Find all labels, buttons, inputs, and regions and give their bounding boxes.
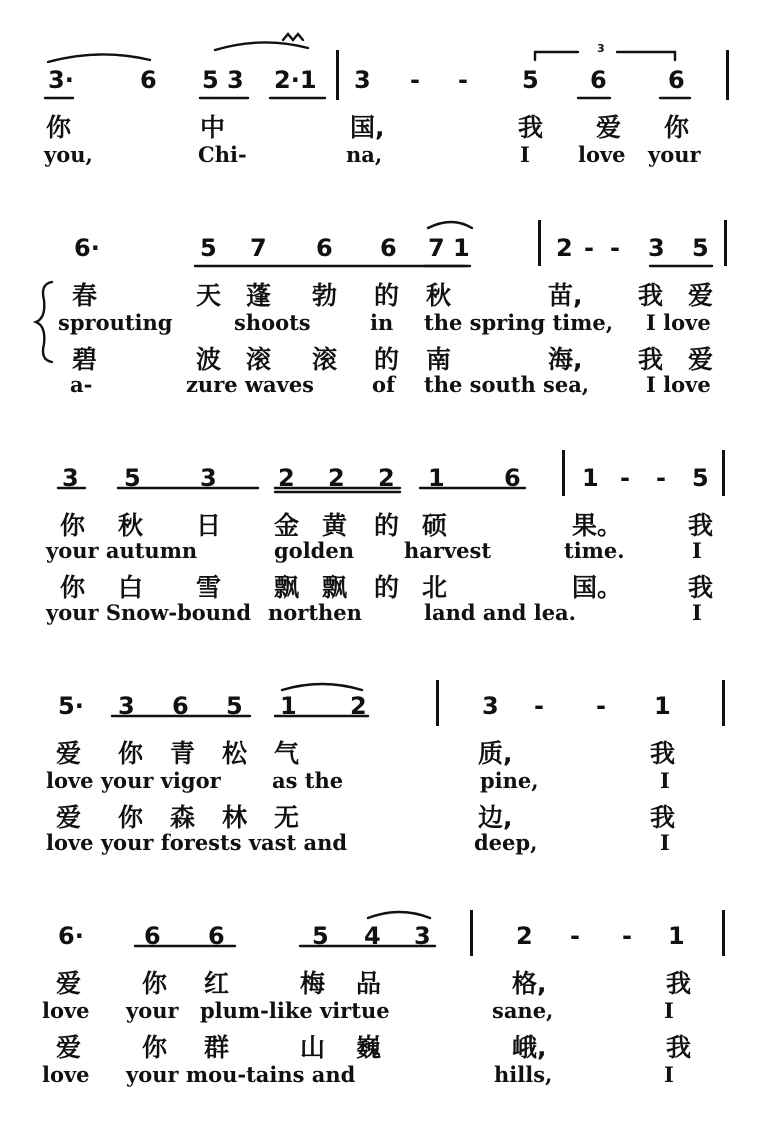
lyric: 国。 — [572, 573, 623, 602]
lyric: your mou-tains and — [126, 1062, 356, 1087]
lyric: 山 — [300, 1033, 326, 1062]
barline — [470, 910, 473, 956]
lyric: 黄 — [322, 511, 348, 540]
lyrics-en-3b — [0, 600, 772, 628]
lyric: 南 — [426, 345, 452, 374]
lyric: harvest — [404, 538, 492, 563]
lyric: 我 — [650, 739, 676, 768]
lyric: 格, — [512, 969, 547, 998]
note: - — [458, 66, 468, 94]
lyric: a- — [70, 372, 93, 397]
lyrics-en-2a — [0, 310, 772, 338]
triplet-bracket — [535, 52, 675, 60]
note: 5 — [200, 234, 217, 262]
lyric: hills, — [494, 1062, 553, 1087]
lyric: 勃 — [312, 281, 338, 310]
lyric: the spring time, — [424, 310, 614, 335]
lyric: 白 — [118, 573, 144, 602]
lyric: 爱 — [688, 281, 714, 310]
lyric: of — [372, 372, 396, 397]
lyric: na, — [346, 142, 383, 167]
lyrics-zh-5a — [0, 964, 772, 996]
lyric: I — [660, 830, 670, 855]
note: 3· — [48, 66, 74, 94]
lyric: 你 — [118, 803, 144, 832]
lyric: 你 — [664, 113, 690, 142]
note: 1 — [582, 464, 599, 492]
note: 5 — [522, 66, 539, 94]
lyric: in — [370, 310, 394, 335]
barline — [724, 220, 727, 266]
lyric: 的 — [374, 573, 400, 602]
note: 5 — [692, 464, 709, 492]
note: 1 — [280, 692, 297, 720]
note: 6 — [208, 922, 225, 950]
lyric: 果。 — [572, 511, 623, 540]
lyrics-zh-2b — [0, 340, 772, 372]
lyric: 爱 — [56, 969, 82, 998]
lyric: 国, — [350, 113, 385, 142]
note: 1 — [654, 692, 671, 720]
lyric: 气 — [274, 739, 300, 768]
note: 3 — [62, 464, 79, 492]
lyrics-zh-2a — [0, 276, 772, 308]
lyric: 蓬 — [246, 281, 272, 310]
note: - — [570, 922, 580, 950]
slur-2 — [428, 222, 472, 228]
note: 6 — [590, 66, 607, 94]
lyric: 秋 — [426, 281, 452, 310]
lyric: virtue — [320, 998, 390, 1023]
lyric: deep, — [474, 830, 538, 855]
slur-3 — [368, 912, 430, 918]
lyric: your — [648, 142, 701, 167]
lyric: sprouting — [58, 310, 173, 335]
lyric: 红 — [204, 969, 230, 998]
lyric: 海, — [548, 345, 583, 374]
lyric: 的 — [374, 281, 400, 310]
lyric: 林 — [222, 803, 248, 832]
note: 6· — [58, 922, 84, 950]
lyric: 你 — [142, 1033, 168, 1062]
lyrics-zh-4b — [0, 798, 772, 830]
barline — [726, 50, 729, 100]
lyric: 硕 — [422, 511, 448, 540]
lyric: 你 — [118, 739, 144, 768]
note: 5 — [312, 922, 329, 950]
lyric: 你 — [46, 113, 72, 142]
lyric: 巍 — [356, 1033, 382, 1062]
lyric: 松 — [222, 739, 248, 768]
lyrics-en-4a — [0, 768, 772, 796]
barline — [722, 910, 725, 956]
lyric: 日 — [196, 511, 222, 540]
lyric: 品 — [356, 969, 382, 998]
lyric: pine, — [480, 768, 539, 793]
notes-line-4 — [0, 692, 772, 724]
lyric: 我 — [666, 1033, 692, 1062]
note: 5 — [226, 692, 243, 720]
lyrics-zh-3a — [0, 506, 772, 538]
lyric: 爱 — [688, 345, 714, 374]
lyrics-en-3a — [0, 538, 772, 566]
lyric: 梅 — [300, 969, 326, 998]
lyric: 青 — [170, 739, 196, 768]
note: 3 — [414, 922, 431, 950]
lyric: 爱 — [56, 739, 82, 768]
note: 3 — [118, 692, 135, 720]
lyric: 碧 — [72, 345, 98, 374]
lyric: 天 — [196, 281, 222, 310]
note: 7 1 — [428, 234, 470, 262]
lyric: love — [578, 142, 626, 167]
lyrics-zh-3b — [0, 568, 772, 600]
lyric: I love — [646, 310, 711, 335]
lyric: 我 — [688, 573, 714, 602]
lyric: love — [42, 1062, 90, 1087]
lyric: I — [664, 998, 674, 1023]
lyric: Chi- — [198, 142, 247, 167]
note: - — [596, 692, 606, 720]
lyric: 金 — [274, 511, 300, 540]
note: 3 — [200, 464, 217, 492]
lyric: 你 — [60, 511, 86, 540]
barline — [722, 680, 725, 726]
note: 2 — [328, 464, 345, 492]
lyrics-en-5b — [0, 1062, 772, 1090]
lyric: your Snow-bound — [46, 600, 251, 625]
lyric: as the — [272, 768, 344, 793]
barline — [722, 450, 725, 496]
lyric: 群 — [204, 1033, 230, 1062]
lyric: 秋 — [118, 511, 144, 540]
barline — [436, 680, 439, 726]
note: 3 — [354, 66, 371, 94]
barline — [336, 50, 339, 100]
lyrics-en-2b — [0, 372, 772, 400]
note: 5· — [58, 692, 84, 720]
note: - — [622, 922, 632, 950]
lyric: 北 — [422, 573, 448, 602]
lyric: your autumn — [46, 538, 198, 563]
note: 6 — [172, 692, 189, 720]
lyric: 苗, — [548, 281, 583, 310]
tie-2 — [282, 684, 362, 690]
lyric: you, — [44, 142, 93, 167]
lyric: love your forests vast and — [46, 830, 348, 855]
lyric: land and lea. — [424, 600, 576, 625]
lyrics-zh-4a — [0, 734, 772, 766]
barline — [562, 450, 565, 496]
note: 6 — [504, 464, 521, 492]
lyric: the south sea, — [424, 372, 590, 397]
lyric: 爱 — [56, 1033, 82, 1062]
lyric: 飘 — [322, 573, 348, 602]
lyric: 爱 — [596, 113, 622, 142]
notes-line-2 — [0, 234, 772, 266]
note: 2·1 — [274, 66, 317, 94]
lyric: I — [520, 142, 530, 167]
lyric: love — [42, 998, 90, 1023]
note: - — [410, 66, 420, 94]
lyric: 我 — [650, 803, 676, 832]
lyric: 波 — [196, 345, 222, 374]
lyric: 的 — [374, 345, 400, 374]
note: 2 — [350, 692, 367, 720]
note: 4 — [364, 922, 381, 950]
lyric: 我 — [638, 281, 664, 310]
note: - — [584, 234, 594, 262]
note: 6 — [668, 66, 685, 94]
note: 2 — [556, 234, 573, 262]
lyric: time. — [564, 538, 625, 563]
lyric: 我 — [666, 969, 692, 998]
lyric: love your vigor — [46, 768, 221, 793]
barline — [538, 220, 541, 266]
tie-1 — [48, 54, 150, 62]
lyric: I — [664, 1062, 674, 1087]
lyric: 边, — [478, 803, 513, 832]
notes-line-5 — [0, 922, 772, 954]
notes-line-3 — [0, 464, 772, 496]
lyric: 无 — [274, 803, 300, 832]
note: 7 — [250, 234, 267, 262]
lyric: 雪 — [196, 573, 222, 602]
note: - — [610, 234, 620, 262]
lyrics-en-1 — [0, 142, 772, 170]
lyric: 我 — [638, 345, 664, 374]
lyric: northen — [268, 600, 362, 625]
slur-1 — [215, 42, 308, 50]
lyric: 春 — [72, 281, 98, 310]
note: - — [534, 692, 544, 720]
lyric: 爱 — [56, 803, 82, 832]
note: - — [620, 464, 630, 492]
lyrics-en-4b — [0, 830, 772, 858]
note: 1 — [428, 464, 445, 492]
lyric: 你 — [60, 573, 86, 602]
lyrics-zh-1 — [0, 108, 772, 140]
lyric: I — [660, 768, 670, 793]
note: 6 — [144, 922, 161, 950]
triplet-mark: 3 — [597, 42, 605, 55]
lyric: 中 — [200, 113, 226, 142]
lyric: I — [692, 538, 702, 563]
lyric: 飘 — [274, 573, 300, 602]
note: 3 — [482, 692, 499, 720]
note: 2 — [278, 464, 295, 492]
notes-line-1 — [0, 42, 772, 98]
lyric: golden — [274, 538, 354, 563]
note: 2 — [378, 464, 395, 492]
lyrics-en-5a — [0, 998, 772, 1026]
note: - — [656, 464, 666, 492]
lyric: I love — [646, 372, 711, 397]
note: 6 — [140, 66, 157, 94]
lyric: 峨, — [512, 1033, 547, 1062]
note: 5 3 — [202, 66, 244, 94]
lyric: sane, — [492, 998, 554, 1023]
ornament-1 — [283, 34, 303, 40]
note: 5 — [124, 464, 141, 492]
lyric: your — [126, 998, 179, 1023]
lyric: 你 — [142, 969, 168, 998]
lyric: 森 — [170, 803, 196, 832]
lyric: 我 — [518, 113, 544, 142]
note: 6 — [316, 234, 333, 262]
note: 6· — [74, 234, 100, 262]
lyric: 的 — [374, 511, 400, 540]
lyric: zure waves — [186, 372, 314, 397]
lyric: 滚 — [246, 345, 272, 374]
lyric: 质, — [478, 739, 513, 768]
note: 2 — [516, 922, 533, 950]
note: 3 — [648, 234, 665, 262]
lyrics-zh-5b — [0, 1028, 772, 1060]
lyric: 我 — [688, 511, 714, 540]
lyric: I — [692, 600, 702, 625]
note: 1 — [668, 922, 685, 950]
note: 6 — [380, 234, 397, 262]
lyric: shoots — [234, 310, 311, 335]
note: 5 — [692, 234, 709, 262]
lyric: plum-like — [200, 998, 313, 1023]
lyric: 滚 — [312, 345, 338, 374]
